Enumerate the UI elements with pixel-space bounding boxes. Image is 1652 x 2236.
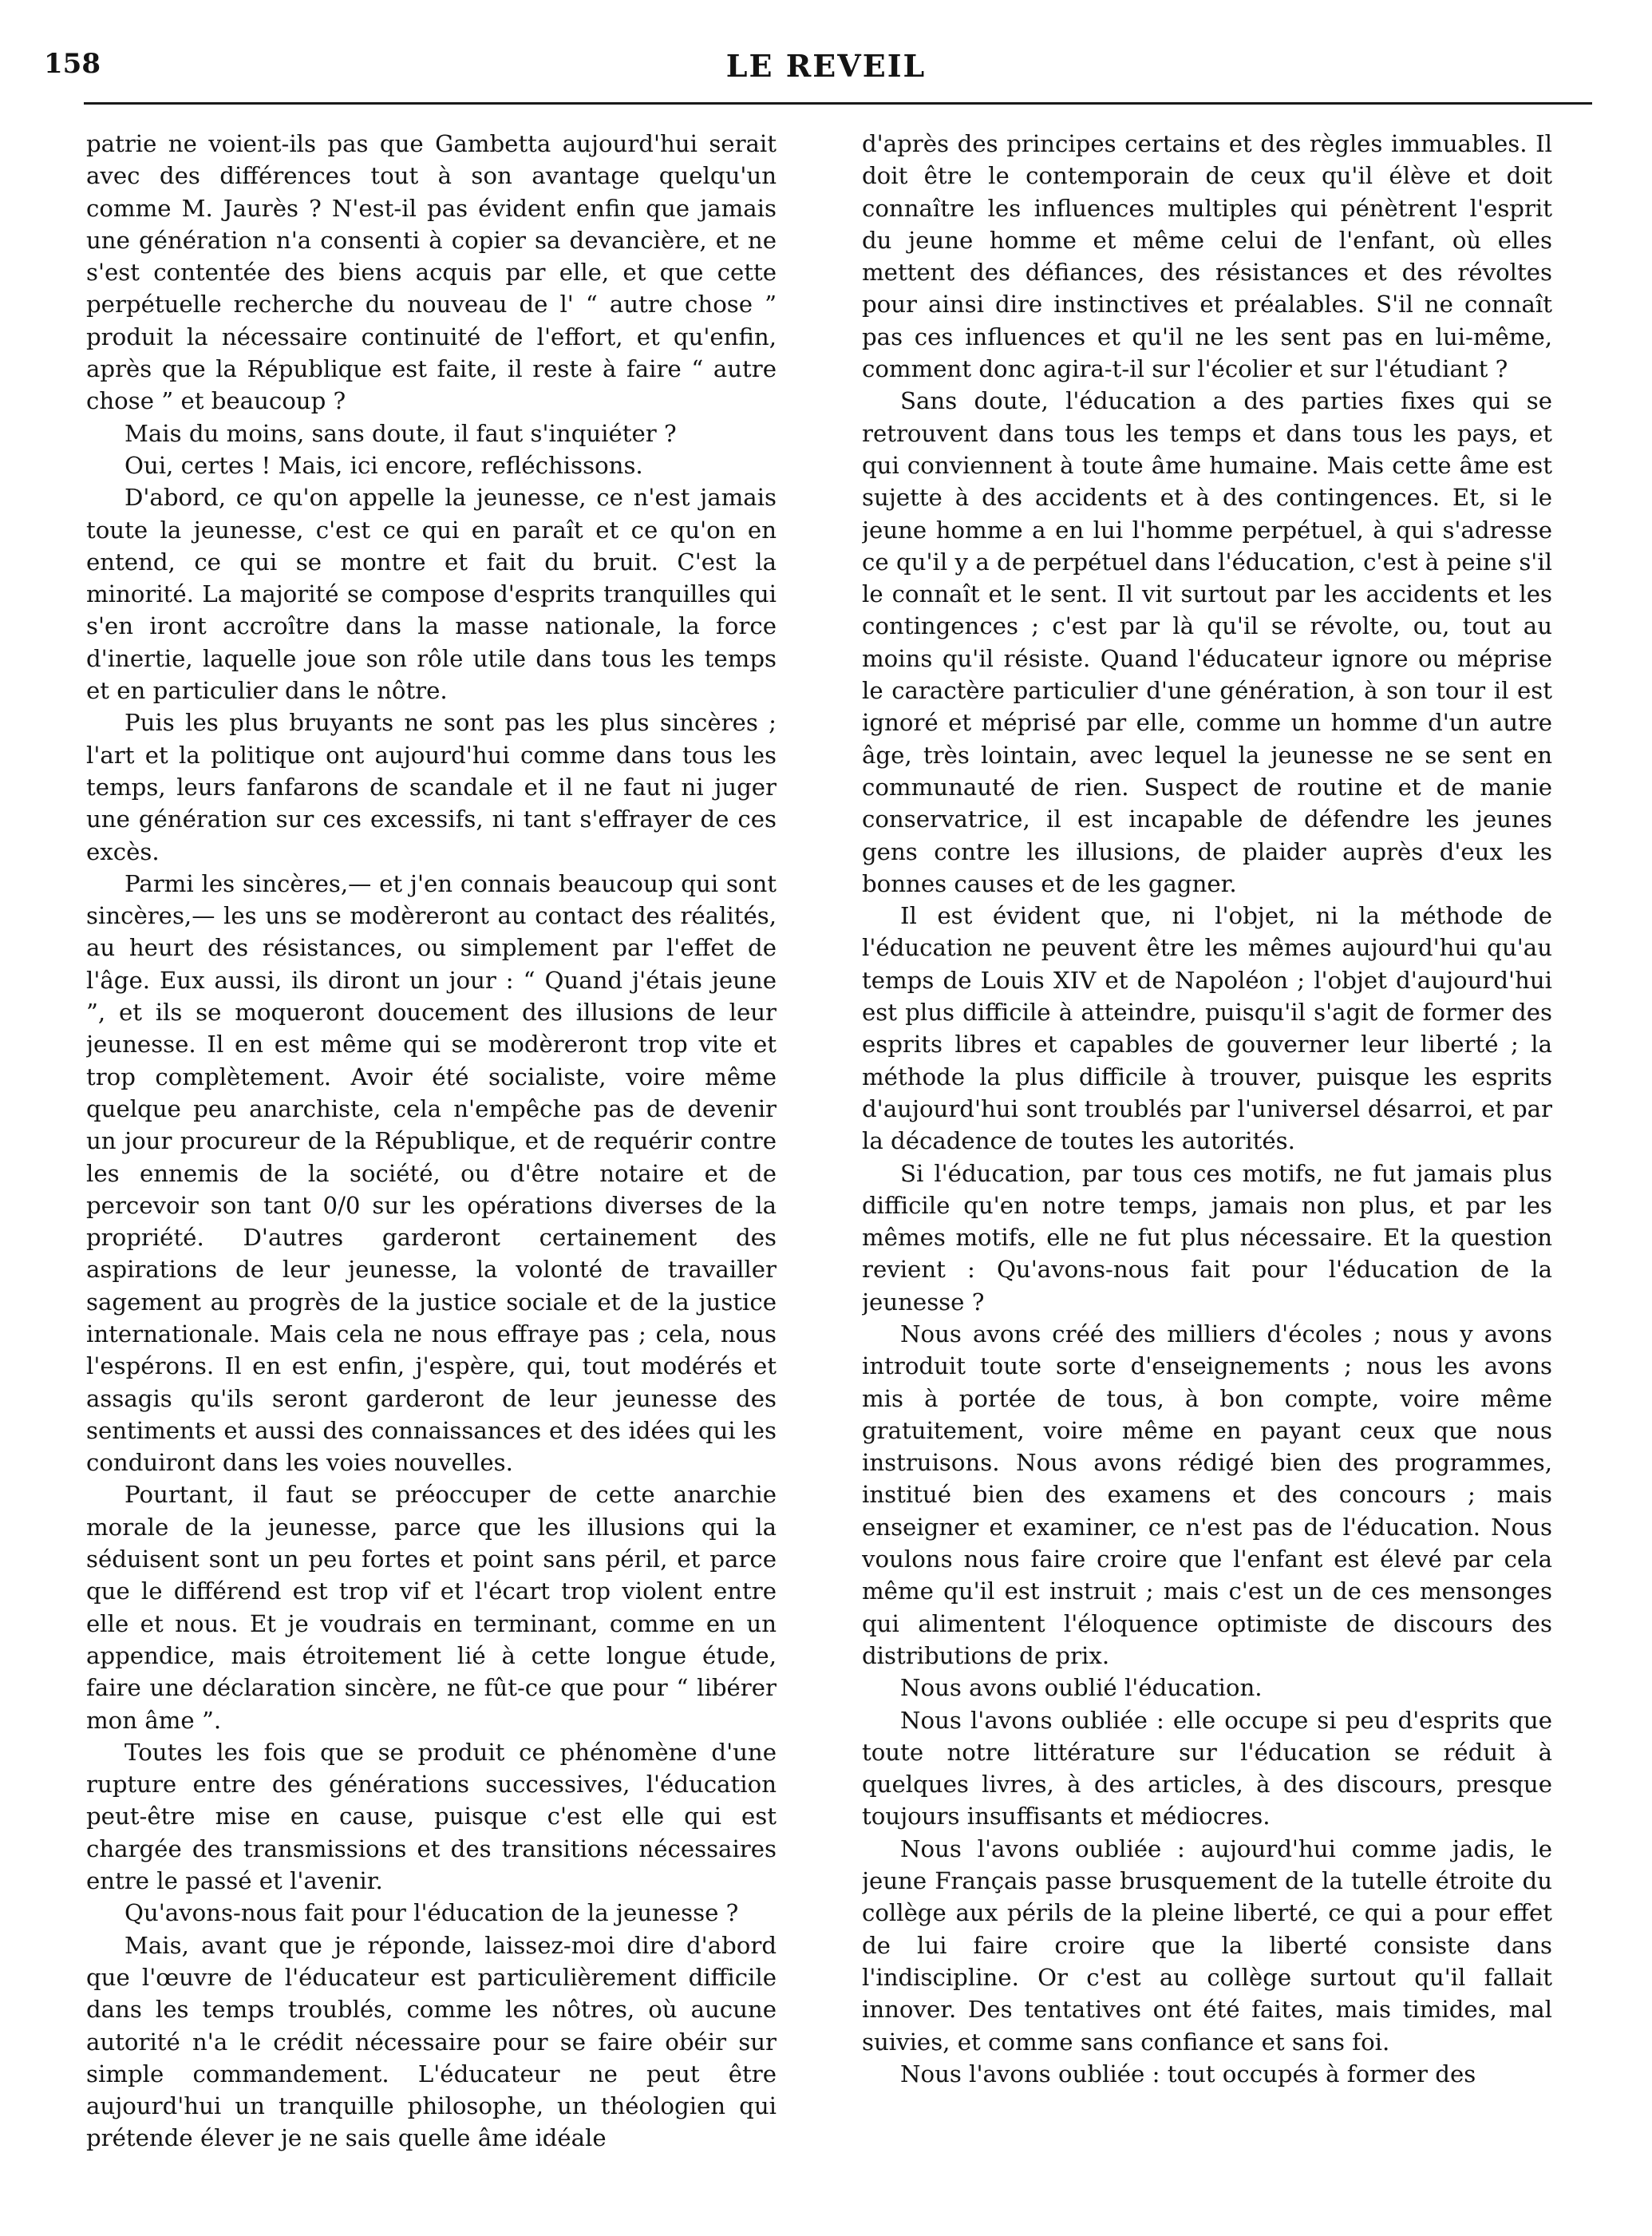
paragraph: Oui, certes ! Mais, ici encore, refléchissons. <box>124 451 643 479</box>
paragraph: Parmi les sincères,— et j'en connais beaucoup qui sont sincères,— les uns se modèreront au contact des réalités, au heurt des résistances, ou simplement par l'effet de l'âge. Eux aussi, ils diront un jour : “ Quand j'étais jeune ”, et ils se moqueront doucement des illusions de leur jeunesse. Il en est même qui se modèreront trop vite et trop complètement. Avoir été socialiste, voire même quelque peu anarchiste, cela n'empêche pas de devenir un jour procureur de la République, et de requérir contre les ennemis de la société, ou d'être notaire et de percevoir son tant 0/0 sur les opérations diverses de la propriété. D'autres garderont certainement des aspirations de leur jeunesse, la volonté de travailler sagement au progrès de la justice sociale et de la justice internationale. Mais cela ne nous effraye pas ; cela, nous l'espérons. Il en est enfin, j'espère, qui, tout modérés et assagis qu'ils seront garderont de leur jeunesse des sentiments et aussi des connaissances et des idées qui les conduiront dans les voies nouvelles. <box>86 869 777 1477</box>
text-column-left <box>86 128 777 2187</box>
paragraph: D'abord, ce qu'on appelle la jeunesse, ce n'est jamais toute la jeunesse, c'est ce qui en paraît et ce qu'on en entend, ce qui se montre et fait du bruit. C'est la minorité. La majorité se compose d'esprits tranquilles qui s'en iront accroître dans la masse nationale, la force d'inertie, laquelle joue son rôle utile dans tous les temps et en particulier dans le nôtre. <box>86 484 777 705</box>
text-column-right <box>862 128 1552 2187</box>
paragraph: Mais du moins, sans doute, il faut s'inquiéter ? <box>124 419 677 447</box>
paragraph: Puis les plus bruyants ne sont pas les plus sincères ; l'art et la politique ont aujourd'hui comme dans tous les temps, leurs fanfarons de scandale et il ne faut ni juger une génération sur ces excessifs, ni tant s'effrayer de ces excès. <box>86 709 777 865</box>
paragraph: Nous l'avons oubliée : tout occupés à former des <box>900 2060 1476 2088</box>
paragraph: d'après des principes certains et des règles immuables. Il doit être le contemporain de ceux qu'il élève et doit connaître les influences multiples qui pénètrent l'esprit du jeune homme et même celui de l'enfant, où elles mettent des défiances, des résistances et des révoltes pour ainsi dire instinctives et préalables. S'il ne connaît pas ces influences et qu'il ne les sent pas en lui-même, comment donc agira-t-il sur l'écolier et sur l'étudiant ? <box>862 130 1552 383</box>
paragraph: Nous avons oublié l'éducation. <box>900 1674 1263 1702</box>
paragraph: Toutes les fois que se produit ce phénomène d'une rupture entre des générations successives, l'éducation peut-être mise en cause, puisque c'est elle qui est chargée des transmissions et des transitions nécessaires entre le passé et l'avenir. <box>86 1738 777 1895</box>
paragraph: Nous l'avons oubliée : aujourd'hui comme jadis, le jeune Français passe brusquement de la tutelle étroite du collège aux périls de la pleine liberté, ce qui a pour effet de lui faire croire que la liberté consiste dans l'indiscipline. Or c'est au collège surtout qu'il fallait innover. Des tentatives ont été faites, mais timides, mal suivies, et comme sans confiance et sans foi. <box>862 1834 1552 2056</box>
page-number: 158 <box>44 48 101 80</box>
paragraph: Sans doute, l'éducation a des parties fixes qui se retrouvent dans tous les temps et dans tous les pays, et qui conviennent à toute âme humaine. Mais cette âme est sujette à des accidents et à des contingences. Et, si le jeune homme a en lui l'homme perpétuel, à qui s'adresse ce qu'il y a de perpétuel dans l'éducation, c'est à peine s'il le connaît et le sent. Il vit surtout par les accidents et les contingences ; c'est par là qu'il se révolte, ou, tout au moins qu'il résiste. Quand l'éducateur ignore ou méprise le caractère particulier d'une génération, à son tour il est ignoré et méprisé par elle, comme un homme d'un autre âge, très lointain, avec lequel la jeunesse ne se sent en communauté de rien. Suspect de routine et de manie conservatrice, il est incapable de défendre les jeunes gens contre les illusions, de plaider auprès d'eux les bonnes causes et de les gagner. <box>862 387 1552 897</box>
paragraph: Nous l'avons oubliée : elle occupe si peu d'esprits que toute notre littérature sur l'éducation se réduit à quelques livres, à des articles, à des discours, presque toujours insuffisants et médiocres. <box>862 1706 1552 1830</box>
paragraph: Il est évident que, ni l'objet, ni la méthode de l'éducation ne peuvent être les mêmes aujourd'hui qu'au temps de Louis XIV et de Napoléon ; l'objet d'aujourd'hui est plus difficile à atteindre, puisqu'il s'agit de former des esprits libres et capables de gouverner leur liberté ; la méthode la plus difficile à trouver, puisque les esprits d'aujourd'hui sont troublés par l'universel désarroi, et par la décadence de toutes les autorités. <box>862 902 1552 1155</box>
paragraph: patrie ne voient-ils pas que Gambetta aujourd'hui serait avec des différences tout à son avantage quelqu'un comme M. Jaurès ? N'est-il pas évident enfin que jamais une génération n'a consenti à copier sa devancière, et ne s'est contentée des biens acquis par elle, et que cette perpétuelle recherche du nouveau de l' “ autre chose ” produit la nécessaire continuité de l'effort, et qu'enfin, après que la République est faite, il reste à faire “ autre chose ” et beaucoup ? <box>86 130 777 415</box>
running-title: LE REVEIL <box>725 48 927 84</box>
paragraph: Qu'avons-nous fait pour l'éducation de la jeunesse ? <box>124 1899 739 1927</box>
paragraph: Pourtant, il faut se préoccuper de cette anarchie morale de la jeunesse, parce que les illusions qui la séduisent sont un peu fortes et point sans péril, et parce que le différend est trop vif et l'écart trop violent entre elle et nous. Et je voudrais en terminant, comme en un appendice, mais étroitement lié à cette longue étude, faire une déclaration sincère, ne fût-ce que pour “ libérer mon âme ”. <box>86 1481 777 1734</box>
page-header <box>0 48 1652 96</box>
header-rule <box>84 102 1592 105</box>
paragraph: Nous avons créé des milliers d'écoles ; nous y avons introduit toute sorte d'enseignements ; nous les avons mis à portée de tous, à bon compte, voire même gratuitement, voire même en payant ceux que nous instruisons. Nous avons rédigé bien des programmes, institué bien des examens et des concours ; mais enseigner et examiner, ce n'est pas de l'éducation. Nous voulons nous faire croire que l'enfant est élevé par cela même qu'il est instruit ; mais c'est un de ces mensonges qui alimentent l'éloquence optimiste de discours des distributions de prix. <box>862 1320 1552 1669</box>
paragraph: Mais, avant que je réponde, laissez-moi dire d'abord que l'œuvre de l'éducateur est particulièrement difficile dans les temps troublés, comme les nôtres, où aucune autorité n'a le crédit nécessaire pour se faire obéir sur simple commandement. L'éducateur ne peut être aujourd'hui un tranquille philosophe, un théologien qui prétende élever je ne sais quelle âme idéale <box>86 1931 777 2152</box>
paragraph: Si l'éducation, par tous ces motifs, ne fut jamais plus difficile qu'en notre temps, jamais non plus, et par les mêmes motifs, elle ne fut plus nécessaire. Et la question revient : Qu'avons-nous fait pour l'éducation de la jeunesse ? <box>862 1159 1552 1316</box>
